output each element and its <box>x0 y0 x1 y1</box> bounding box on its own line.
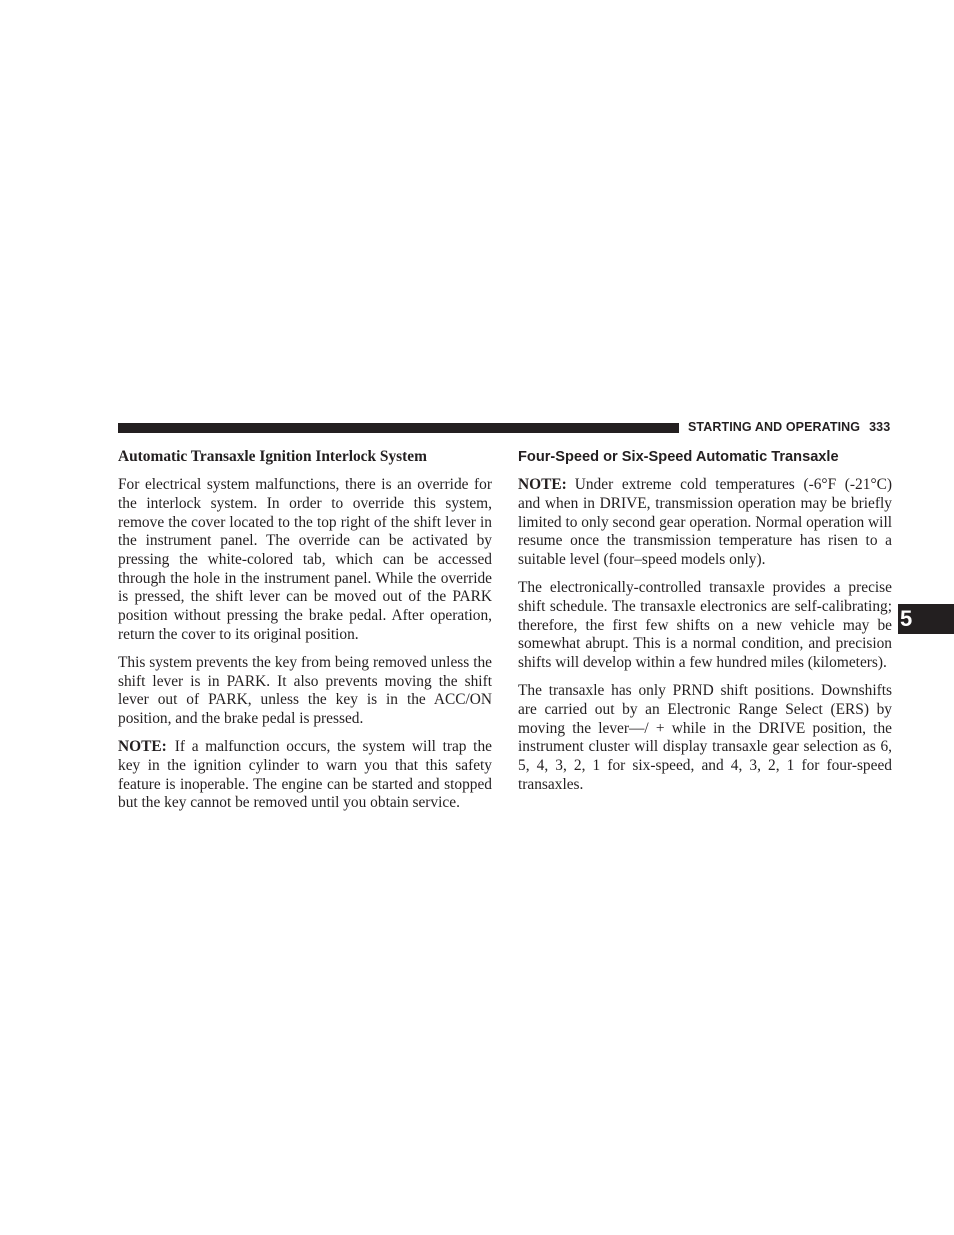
running-header <box>688 420 890 434</box>
shift-schedule-paragraph: The electronically-controlled transaxle provides a precise shift schedule. The transaxle electronics are self-calibrating; therefore, the first few shifts on a new vehicle may be somewhat abrupt. This is a normal condition, and precision shifts will develop within a few hundred miles (kilometers). <box>518 579 892 672</box>
interlock-override-paragraph: For electrical system malfunctions, there is an override for the interlock system. In order to override this system, remove the cover located to the top right of the shift lever in the instrument panel. The override can be activated by pressing the white-colored tab, which can be accessed through the hole in the instrument panel. While the override is pressed, the shift lever can be moved out of the PARK position without pressing the brake pedal. After operation, return the cover to its original position. <box>118 476 492 643</box>
note-label: NOTE: <box>118 738 167 756</box>
interlock-heading: Automatic Transaxle Ignition Interlock System <box>118 448 427 465</box>
cold-temperature-note <box>518 476 892 570</box>
chapter-number: 5 <box>900 606 913 631</box>
transaxle-heading: Four-Speed or Six-Speed Automatic Transaxle <box>518 449 839 465</box>
chapter-tab <box>898 604 954 634</box>
note-text: Under extreme cold temperatures (-6°F (-21°C) and when in DRIVE, transmission operation may be briefly limited to only second gear operation. Normal operation will resume once the transmission temperature has risen to a suitable level (four–speed models only). <box>518 476 892 569</box>
section-title: STARTING AND OPERATING <box>688 420 861 434</box>
header-rule <box>118 423 679 433</box>
note-label: NOTE: <box>518 476 567 494</box>
page-number: 333 <box>869 420 891 434</box>
note-text: If a malfunction occurs, the system will trap the key in the ignition cylinder to warn you that this safety feature is inoperable. The engine can be started and stopped but the key cannot be removed until you obtain service. <box>118 738 492 812</box>
interlock-prevention-paragraph: This system prevents the key from being removed unless the shift lever is in PARK. It also prevents moving the shift lever out of PARK, unless the key is in the ACC/ON position, and the brake pedal is pressed. <box>118 654 492 728</box>
right-column <box>518 448 892 804</box>
left-column <box>118 448 492 823</box>
shift-positions-paragraph: The transaxle has only PRND shift positions. Downshifts are carried out by an Electronic Range Select (ERS) by moving the lever—/ + while in the DRIVE position, the instrument cluster will display transaxle gear selection as 6, 5, 4, 3, 2, 1 for six-speed, and 4, 3, 2, 1 for four-speed transaxles. <box>518 682 892 793</box>
interlock-note <box>118 738 492 813</box>
